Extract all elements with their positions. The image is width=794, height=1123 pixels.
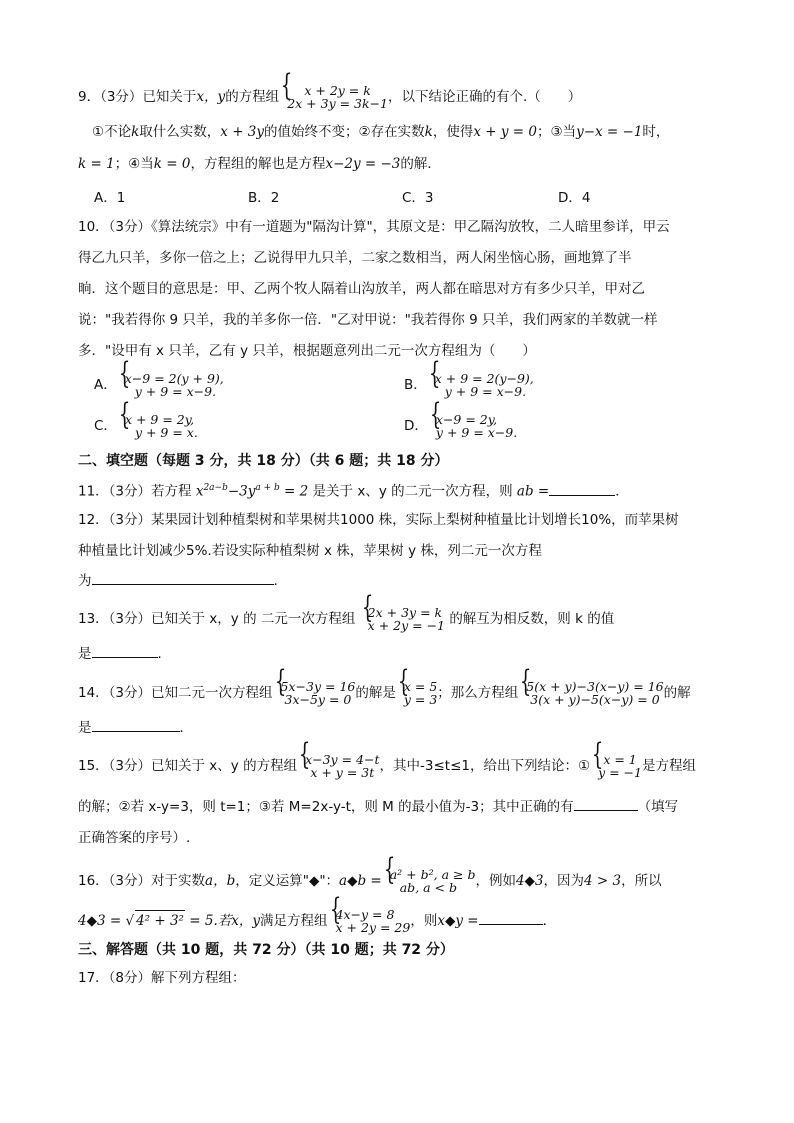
q11-text: 11．（3分）若方程 $x^{2a-b}-3y^{a + b} = 2$ 是关于 x、y 的二元一次方程，则 ab = ．: [78, 478, 629, 502]
q10-text-3: 晌．这个题目的意思是：甲、乙两个牧人隔着山沟放羊，两人都在暗思对方有多少只羊，甲对乙: [78, 281, 645, 297]
q14-answer-blank[interactable]: [92, 717, 180, 732]
q16-answer-blank[interactable]: [479, 910, 543, 925]
q9-option-b[interactable]: B．2: [248, 190, 280, 206]
q10-text-5: 多．"设甲有 x 只羊，乙有 y 只羊，根据题意列出二元一次方程组为（ ）: [78, 343, 536, 359]
q9-option-d[interactable]: D．4: [558, 190, 591, 206]
q17-text: 17．（8分）解下列方程组：: [78, 970, 246, 986]
q9-statements-line1: ①不论k取什么实数，x + 3y的值始终不变；②存在实数k，使得x + y = 0；③当y−x = −1时，: [92, 124, 670, 140]
q13-answer-blank[interactable]: [92, 643, 158, 658]
q9-option-a[interactable]: A．1: [94, 190, 126, 206]
q15-answer-blank[interactable]: [574, 796, 638, 811]
q15-text-3: 正确答案的序号）.: [78, 830, 191, 846]
q10-option-c[interactable]: C． { x + 9 = 2y, y + 9 = x.: [94, 413, 198, 439]
section-solve-title: 三、解答题（共 10 题，共 72 分）（共 10 题；共 72 分）: [78, 942, 454, 958]
q10-text-4: 说："我若得你 9 只羊，我的羊多你一倍．"乙对甲说："我若得你 9 只羊，我们两家的羊数就一样: [78, 312, 658, 328]
q10-text-2: 得乙九只羊，多你一倍之上；乙说得甲九只羊，二家之数相当，两人闲坐恼心肠，画地算了半: [78, 250, 632, 266]
q12-text-1: 12．（3分）某果园计划种植梨树和苹果树共1000 株，实际上梨树种植量比计划增长10%，而苹果树: [78, 512, 679, 528]
q10-option-b[interactable]: B． { x + 9 = 2(y−9), y + 9 = x−9.: [404, 372, 534, 398]
q9-system: { x + 2y = k 2x + 3y = 3k−1: [279, 84, 388, 110]
q10-option-d[interactable]: D． { x−9 = 2y, y + 9 = x−9.: [404, 413, 517, 439]
q9-stem: 9．（3分）已知关于x，y的方程组 { x + 2y = k 2x + 3y = 3k−1 ，以下结论正确的有个.（ ）: [78, 84, 581, 110]
q14-text-2: 是 ．: [78, 717, 193, 738]
q14-text-1: 14．（3分）已知二元一次方程组 { 5x−3y = 16 3x−5y = 0 的解是 { x = 5 y = 3 ；那么方程组 { 5(x + y)−3(x−y) = 16 3(x + y)−5(x−y) = 0 的解: [78, 680, 691, 706]
q9-option-c[interactable]: C．3: [402, 190, 434, 206]
q10-option-a[interactable]: A． { x−9 = 2(y + 9), y + 9 = x−9.: [94, 372, 224, 398]
q16-text-2: 4◆3 = √ 4² + 3² = 5.若x，y满足方程组 { 4x−y = 8 x + 2y = 29 ，则x◆y = ．: [78, 908, 556, 934]
q16-text-1: 16．（3分）对于实数a，b，定义运算"◆"：a◆b = { a² + b², a ≥ b ab, a < b ，例如4◆3，因为4 > 3，所以: [78, 868, 662, 894]
q12-text-3: 为 .: [78, 570, 278, 591]
q15-text-1: 15．（3分）已知关于 x、y 的方程组 { x−3y = 4−t x + y = 3t ，其中-3≤t≤1，给出下列结论：① { x = 1 y = −1 是方程组: [78, 753, 696, 779]
q13-text-2: 是 ．: [78, 643, 171, 664]
q13-text-1: 13．（3分）已知关于 x，y 的 二元一次方程组 { 2x + 3y = k x + 2y = −1 的解互为相反数，则 k 的值: [78, 606, 614, 632]
q15-text-2: 的解；②若 x-y=3，则 t=1；③若 M=2x-y-t，则 M 的最小值为-3；其中正确的有 （填写: [78, 796, 678, 817]
q10-text-1: 10．（3分）《算法统宗》中有一道题为"隔沟计算"，其原文是：甲乙隔沟放牧，二人暗里参详，甲云: [78, 219, 670, 235]
q12-answer-blank[interactable]: [92, 570, 274, 585]
section-fill-in-title: 二、填空题（每题 3 分，共 18 分）（共 6 题；共 18 分）: [78, 453, 449, 469]
q12-text-2: 种植量比计划减少5%.若设实际种植梨树 x 株，苹果树 y 株，列二元一次方程: [78, 543, 542, 559]
q9-statements-line2: k = 1；④当k = 0，方程组的解也是方程x−2y = −3的解．: [78, 156, 441, 172]
q11-answer-blank[interactable]: [549, 481, 615, 496]
